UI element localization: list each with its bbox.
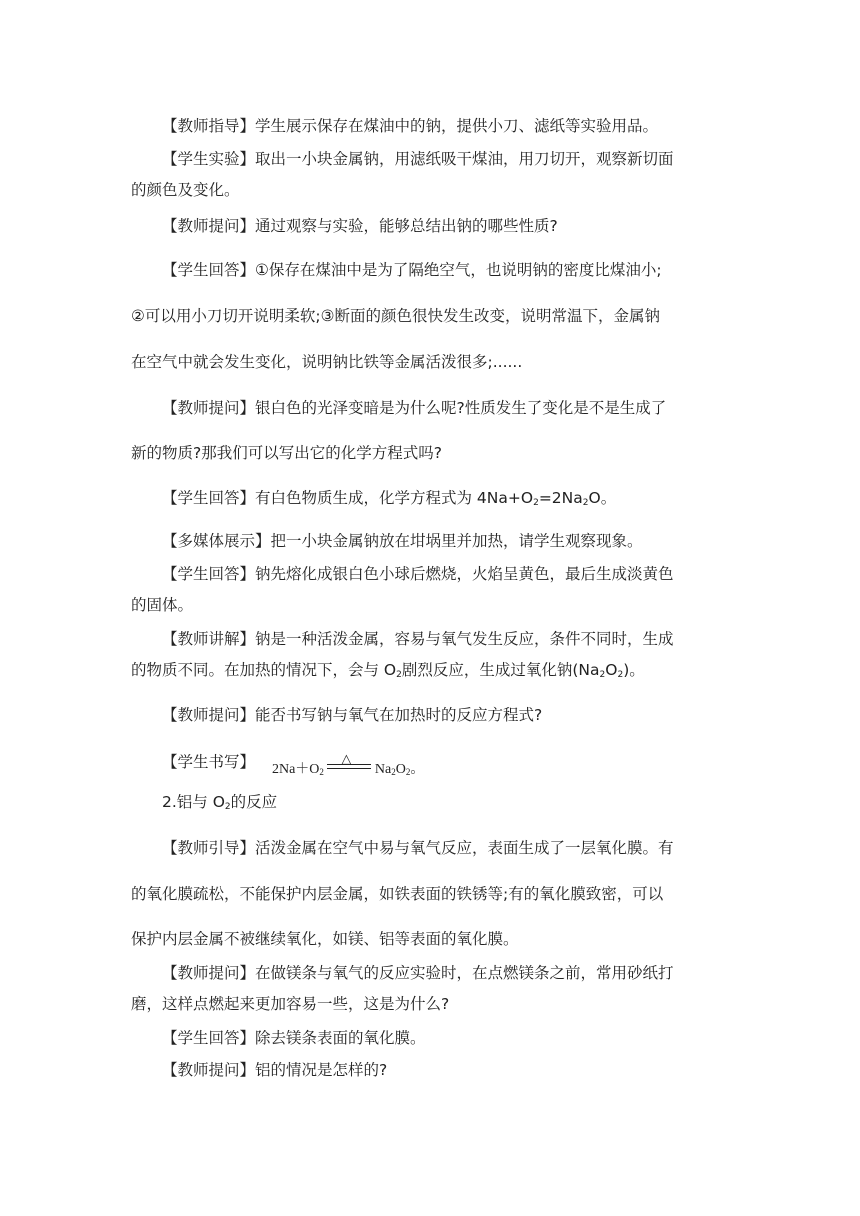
paragraph-student-answer-4: 【学生回答】除去镁条表面的氧化膜。	[162, 1029, 426, 1047]
heat-condition: △	[341, 751, 352, 766]
equation-end: 。	[410, 762, 425, 777]
answer-text: =2Na	[538, 489, 583, 507]
paragraph-teacher-lead-cont2: 保护内层金属不被继续氧化，如镁、铝等表面的氧化膜。	[131, 930, 519, 948]
equals-bottom-line	[327, 768, 371, 769]
paragraph-student-writing	[162, 750, 425, 777]
paragraph-teacher-question-4: 【教师提问】在做镁条与氧气的反应实验时，在点燃镁条之前，常用砂纸打	[162, 964, 674, 982]
paragraph-student-answer-3: 【学生回答】钠先熔化成银白色小球后燃烧，火焰呈黄色，最后生成淡黄色	[162, 565, 674, 583]
explanation-text: 的物质不同。在加热的情况下，会与 O	[131, 661, 397, 679]
paragraph-student-answer-1: 【学生回答】①保存在煤油中是为了隔绝空气，也说明钠的密度比煤油小;	[162, 261, 662, 279]
explanation-text: )。	[623, 661, 645, 679]
equation-left: 2Na＋O	[271, 762, 320, 777]
subscript: 2	[405, 767, 411, 777]
paragraph-student-answer-1-cont2: 在空气中就会发生变化，说明钠比铁等金属活泼很多;......	[131, 353, 523, 371]
condition-arrow	[327, 751, 371, 773]
paragraph-multimedia: 【多媒体展示】把一小块金属钠放在坩埚里并加热，请学生观察现象。	[162, 532, 643, 550]
reaction-equation	[271, 751, 425, 782]
paragraph-student-answer-1-cont: ②可以用小刀切开说明柔软;③断面的颜色很快发生改变，说明常温下，金属钠	[131, 307, 661, 325]
subscript: 2	[617, 670, 624, 680]
equation-right: Na	[374, 762, 392, 777]
subscript: 2	[599, 670, 606, 680]
paragraph-teacher-lead-cont: 的氧化膜疏松，不能保护内层金属，如铁表面的铁锈等;有的氧化膜致密，可以	[131, 885, 664, 903]
writing-label: 【学生书写】	[162, 753, 256, 771]
explanation-text: 剧烈反应，生成过氧化钠(Na	[401, 661, 600, 679]
equals-top-line	[327, 764, 371, 765]
paragraph-student-answer-3-cont: 的固体。	[131, 596, 194, 614]
paragraph-teacher-guidance: 【教师指导】学生展示保存在煤油中的钠，提供小刀、滤纸等实验用品。	[162, 117, 659, 135]
paragraph-student-experiment-cont: 的颜色及变化。	[131, 181, 240, 199]
paragraph-teacher-question-3: 【教师提问】能否书写钠与氧气在加热时的反应方程式?	[162, 706, 543, 724]
paragraph-student-experiment: 【学生实验】取出一小块金属钠，用滤纸吸干煤油，用刀切开，观察新切面	[162, 150, 674, 168]
subscript: 2	[582, 498, 589, 508]
paragraph-teacher-question-2: 【教师提问】银白色的光泽变暗是为什么呢?性质发生了变化是不是生成了	[162, 399, 667, 417]
paragraph-teacher-explanation: 【教师讲解】钠是一种活泼金属，容易与氧气发生反应，条件不同时，生成	[162, 630, 674, 648]
paragraph-teacher-question-2-cont: 新的物质?那我们可以写出它的化学方程式吗?	[131, 444, 442, 462]
paragraph-teacher-explanation-cont	[131, 658, 645, 682]
subscript: 2	[391, 767, 396, 777]
subscript: 2	[396, 670, 402, 680]
subscript: 2	[224, 802, 231, 812]
subscript: 2	[319, 767, 324, 777]
answer-text: 【学生回答】有白色物质生成，化学方程式为 4Na+O	[162, 489, 534, 507]
heading-text: 的反应	[230, 793, 278, 811]
subscript: 2	[533, 498, 539, 508]
section-heading	[162, 790, 277, 814]
paragraph-teacher-question-4-cont: 磨，这样点燃起来更加容易一些，这是为什么?	[131, 995, 450, 1013]
equation-right: O	[395, 762, 406, 777]
paragraph-student-answer-2	[162, 486, 616, 510]
explanation-text: O	[605, 661, 618, 679]
paragraph-teacher-question-1: 【教师提问】通过观察与实验，能够总结出钠的哪些性质?	[162, 217, 558, 235]
paragraph-teacher-question-5: 【教师提问】铝的情况是怎样的?	[162, 1061, 388, 1079]
paragraph-teacher-lead: 【教师引导】活泼金属在空气中易与氧气反应，表面生成了一层氧化膜。有	[162, 839, 674, 857]
heading-text: 2.铝与 O	[162, 793, 225, 811]
answer-text: O。	[588, 489, 617, 507]
